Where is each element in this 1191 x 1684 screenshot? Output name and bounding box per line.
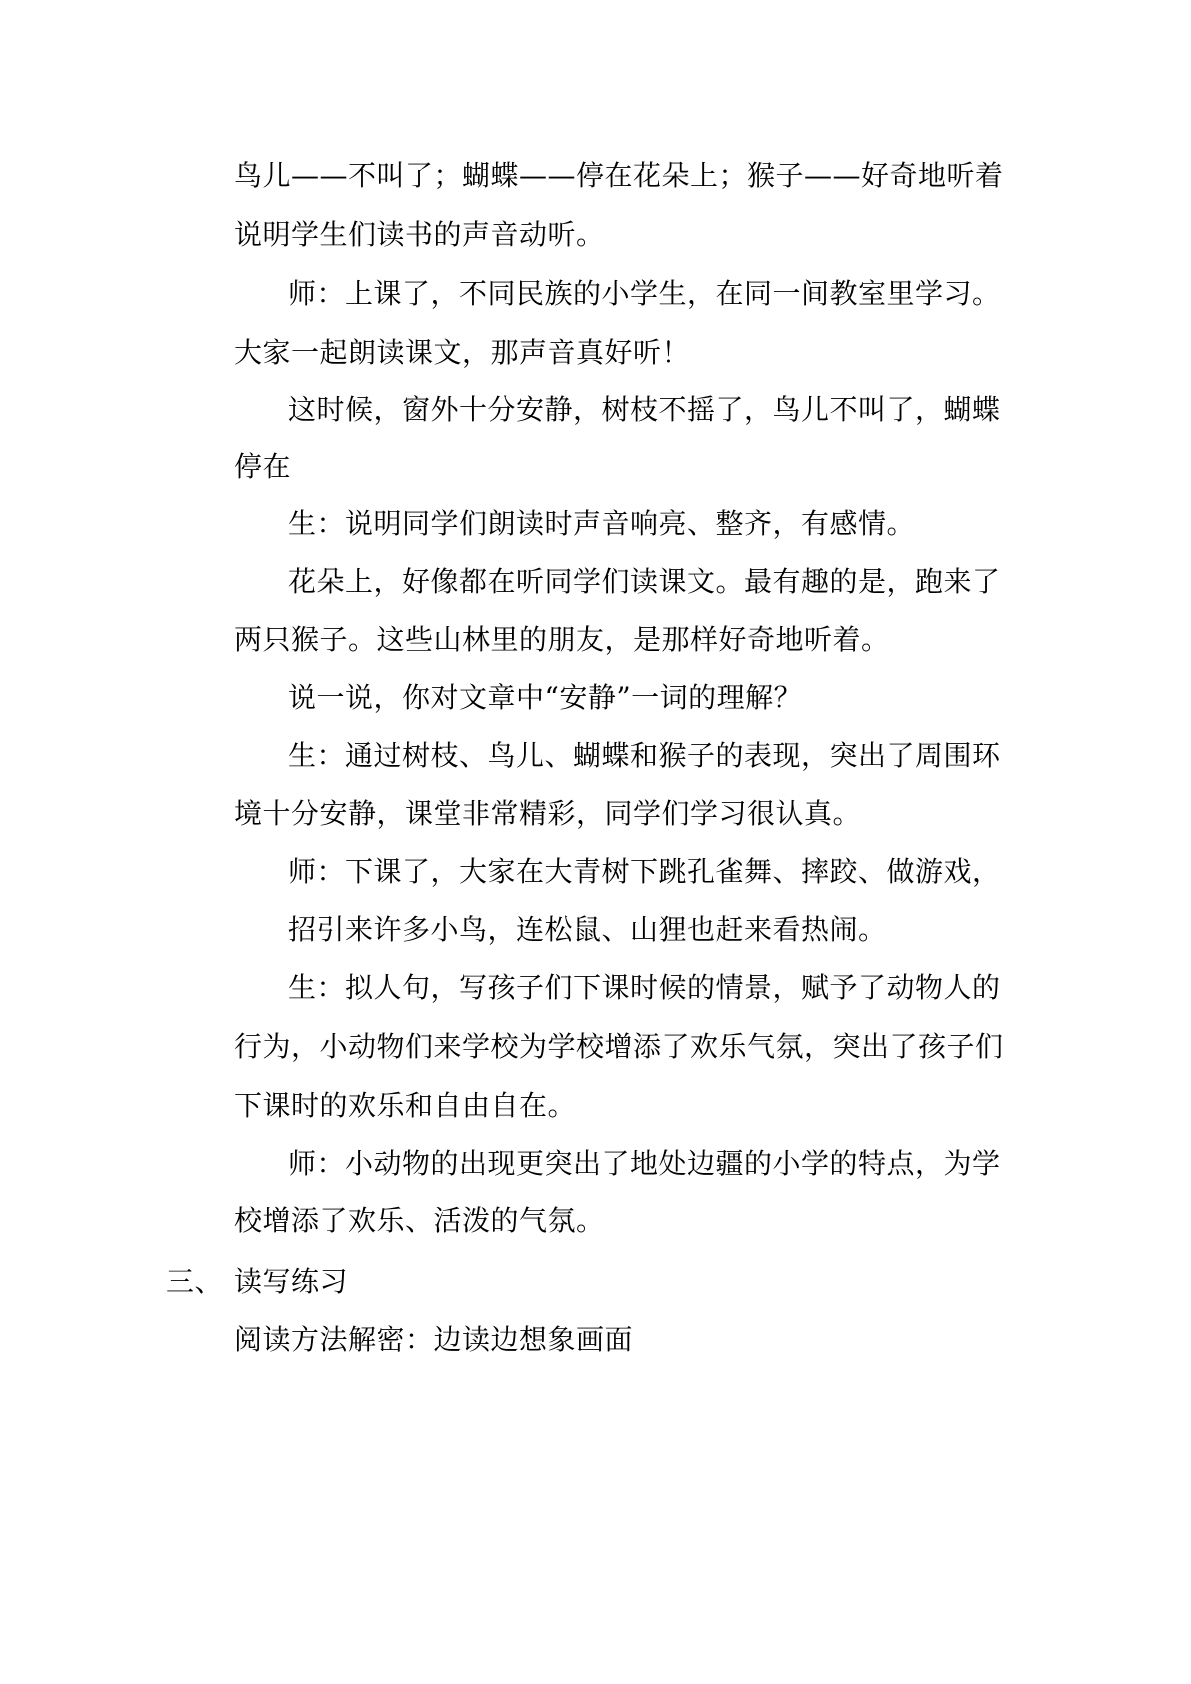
text-line: 生：说明同学们朗读时声音响亮、整齐，有感情。 <box>288 507 916 540</box>
section-title: 读写练习 <box>234 1265 349 1298</box>
text-line: 生：通过树枝、鸟儿、蝴蝶和猴子的表现，突出了周围环 <box>288 739 1001 772</box>
text-line: 生：拟人句，写孩子们下课时候的情景，赋予了动物人的 <box>288 971 1001 1004</box>
text-line: 花朵上，好像都在听同学们读课文。最有趣的是，跑来了 <box>288 565 1001 598</box>
text-line: 行为，小动物们来学校为学校增添了欢乐气氛，突出了孩子们 <box>234 1030 1004 1063</box>
text-line: 下课时的欢乐和自由自在。 <box>234 1089 577 1122</box>
section-number: 三、 <box>166 1265 224 1298</box>
text-line: 境十分安静，课堂非常精彩，同学们学习很认真。 <box>234 797 862 830</box>
text-line: 师：小动物的出现更突出了地处边疆的小学的特点，为学 <box>288 1147 1001 1180</box>
text-line: 两只猴子。这些山林里的朋友，是那样好奇地听着。 <box>234 623 890 656</box>
text-line: 鸟儿——不叫了；蝴蝶——停在花朵上；猴子——好奇地听着 <box>234 159 1004 192</box>
text-line: 招引来许多小鸟，连松鼠、山狸也赶来看热闹。 <box>288 913 887 946</box>
text-line: 说一说，你对文章中“安静”一词的理解？ <box>288 681 803 714</box>
text-line: 师：上课了，不同民族的小学生，在同一间教室里学习。 <box>288 277 1001 310</box>
text-line: 师：下课了，大家在大青树下跳孔雀舞、摔跤、做游戏， <box>288 855 1001 888</box>
text-line: 说明学生们读书的声音动听。 <box>234 218 605 251</box>
text-line: 这时候，窗外十分安静，树枝不摇了，鸟儿不叫了，蝴蝶 <box>288 393 1001 426</box>
reading-method-line: 阅读方法解密：边读边想象画面 <box>234 1323 634 1356</box>
text-line: 校增添了欢乐、活泼的气氛。 <box>234 1204 605 1237</box>
text-line: 停在 <box>234 450 292 483</box>
text-line: 大家一起朗读课文，那声音真好听！ <box>234 336 691 369</box>
